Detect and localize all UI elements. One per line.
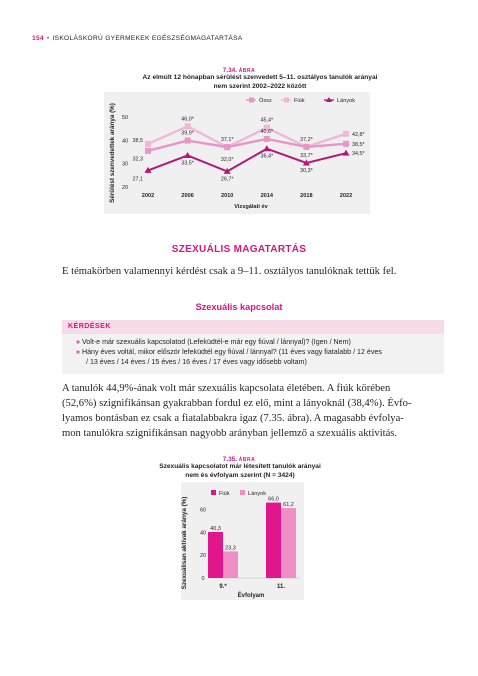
y-tick-label: 0	[201, 576, 205, 582]
figure2-title-line1: Szexuális kapcsolatot már létesített tanulók arányai	[159, 463, 321, 470]
x-tick-label: 2006	[181, 193, 194, 199]
page-number: 154	[32, 35, 44, 42]
y-tick-label: 30	[121, 161, 129, 168]
bar-value-label: 40,3	[210, 525, 221, 532]
data-label: 32,0*	[220, 157, 234, 163]
bar-value-label: 61,2	[283, 502, 294, 509]
figure2-ylabel: Szexuálisan aktívak aránya (%)	[181, 496, 188, 590]
body-line-4: mon tanulókra szignifikánsan nagyobb arányban jellemző a szexuális aktivitás.	[62, 428, 398, 439]
figure2-title-line2: nem és évfolyam szerint (N = 3424)	[185, 471, 295, 479]
bar	[208, 532, 223, 578]
figure2-number-value: 7.35.	[222, 456, 237, 463]
data-label: 38,5	[132, 137, 143, 144]
bar-value-label: 23,3	[225, 545, 236, 552]
data-label: 26,7*	[220, 176, 234, 183]
data-label: 40,6*	[260, 128, 274, 135]
legend-label: Fiúk	[294, 98, 305, 104]
body-line-3: lyamos bontásban ez csak a fiatalabbakra igaz (7.35. ábra). A magasabb évfolya-	[62, 413, 404, 424]
x-tick-label: 2018	[300, 193, 313, 199]
section-title: SZEXUÁLIS MAGATARTÁS	[171, 244, 307, 255]
legend-label: Lányok	[337, 98, 356, 104]
body-line-2: (52,6%) szignifikánsan gyakrabban fordul ez elő, mint a lányoknál (38,4%). Évfo-	[62, 398, 412, 409]
data-label: 36,4*	[260, 153, 274, 160]
legend-label: Össz	[259, 98, 272, 104]
x-tick-label: 2022	[339, 193, 353, 199]
category-label: 11.	[276, 584, 286, 590]
figure1-xlabel: Vizsgálati év	[234, 204, 268, 210]
figure2-xlabel: Évfolyam	[237, 593, 265, 599]
figure1-title-line2: nem szerint 2002–2022 között	[213, 82, 307, 90]
y-tick-label: 20	[121, 185, 129, 191]
data-label: 39,9*	[181, 130, 194, 137]
bar	[223, 551, 238, 578]
data-label: 27,1	[132, 176, 143, 183]
y-tick-label: 50	[121, 115, 129, 121]
data-label: 46,0*	[181, 116, 194, 123]
bar	[281, 508, 296, 578]
bullet-1: »	[76, 338, 80, 346]
data-label: 32,3	[132, 156, 143, 163]
data-label: 42,8*	[352, 131, 365, 138]
bar	[266, 503, 281, 578]
x-tick-label: 2002	[141, 193, 155, 199]
y-tick-label: 40	[121, 138, 129, 145]
data-label: 30,3*	[300, 167, 313, 174]
legend-swatch	[240, 490, 245, 495]
question-1-text: Volt-e már szexuális kapcsolatod (Lefeküdtél-e már egy fiúval / lánnyal)? (Igen / Nem)	[81, 338, 351, 346]
bar-value-label: 66,0	[268, 496, 279, 503]
figure2-number-label: ÁBRA	[238, 457, 256, 463]
figure1-number-label: ÁBRA	[238, 68, 256, 74]
data-label: 45,4*	[260, 117, 274, 124]
figure1-ylabel: Sérülést szenvedettek aránya (%)	[109, 103, 116, 203]
figure1-number-value: 7.34.	[222, 67, 237, 74]
data-label: 38,5*	[352, 141, 365, 148]
header-separator: •	[46, 35, 50, 42]
data-label: 34,5*	[352, 151, 365, 158]
question-2-text: Hány éves voltál, mikor először lefeküdtél egy fiúval / lánnyal? (11 éves vagy fiatalabb / 12 éves	[81, 348, 382, 356]
x-tick-label: 2014	[260, 193, 274, 199]
questions-heading: KÉRDÉSEK	[68, 323, 111, 330]
body-line-1: A tanulók 44,9%-ának volt már szexuális kapcsolata életében. A fiúk körében	[62, 383, 391, 394]
legend-label: Lányok	[248, 491, 267, 497]
category-label: 9.*	[219, 584, 227, 590]
data-label: 33,7*	[300, 153, 313, 160]
bullet-2: »	[76, 348, 80, 356]
data-label: 37,1*	[220, 137, 234, 144]
y-tick-label: 60	[199, 507, 207, 514]
x-tick-label: 2010	[220, 193, 234, 199]
running-title: ISKOLÁSKORÚ GYERMEKEK EGÉSZSÉGMAGATARTÁSA	[52, 35, 243, 42]
legend-swatch	[211, 490, 216, 495]
figure1-title-line1: Az elmúlt 12 hónapban sérülést szenvedett 5–11. osztályos tanulók arányai	[142, 74, 378, 81]
question-2-continuation: / 13 éves / 14 éves / 15 éves / 16 éves / 17 éves vagy idősebb voltam)	[86, 358, 307, 366]
y-tick-label: 40	[199, 530, 207, 537]
intro-paragraph: E témakörben valamennyi kérdést csak a 9–11. osztályos tanulóknak tettük fel.	[62, 266, 397, 277]
legend-label: Fiúk	[219, 491, 230, 497]
data-label: 37,2*	[300, 136, 313, 143]
subsection-title: Szexuális kapcsolat	[195, 302, 283, 312]
y-tick-label: 20	[199, 553, 207, 560]
data-label: 33,5*	[181, 160, 194, 167]
